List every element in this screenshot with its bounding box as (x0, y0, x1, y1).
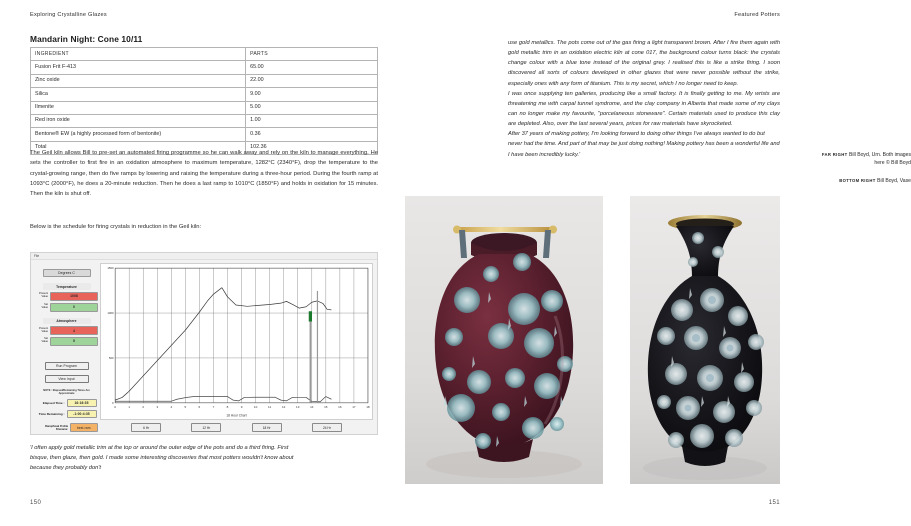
svg-text:1: 1 (128, 404, 131, 410)
table-header-row (31, 48, 378, 61)
photo-vase (630, 196, 780, 484)
cell-ingredient: Silica (31, 88, 246, 101)
time-remaining-row (37, 410, 97, 418)
svg-text:1500: 1500 (107, 266, 114, 271)
range-button-18hr[interactable]: 18 Hr (252, 423, 282, 432)
caption-far-right (819, 152, 911, 168)
svg-text:17: 17 (352, 404, 356, 410)
svg-text:1000: 1000 (107, 311, 114, 316)
svg-text:9: 9 (240, 404, 243, 410)
svg-text:3: 3 (156, 404, 159, 410)
svg-text:12: 12 (281, 404, 286, 410)
urn-illustration (405, 196, 603, 484)
chart-range-buttons (100, 420, 373, 432)
atmosphere-section-label: Atmosphere (43, 318, 91, 324)
profile-filename-label: Ramp/Soak Profile Filename: (45, 424, 69, 431)
left-page-quote (30, 444, 302, 474)
degrees-toggle-button[interactable]: Degrees C (43, 269, 91, 277)
cell-ingredient: Fusion Frit F-413 (31, 61, 246, 74)
cell-parts: 0.36 (246, 128, 378, 141)
atmosphere-present-label: Present Value (39, 326, 48, 333)
svg-text:10: 10 (253, 404, 258, 410)
kiln-app-body (31, 260, 377, 436)
svg-text:13: 13 (296, 404, 300, 410)
temperature-present-value: 1008 (50, 292, 98, 300)
temperature-present-label: Present Value (39, 292, 48, 299)
left-page (0, 0, 405, 526)
temperature-set-label: Set Value (41, 303, 48, 310)
atmosphere-present-value: 4 (50, 326, 98, 334)
running-head-right: Featured Potters (734, 12, 780, 18)
elapsed-time-value: 16:16:35 (67, 399, 97, 407)
kiln-control-panel (35, 263, 98, 432)
recipe-table (30, 47, 378, 155)
paragraph: use gold metallics. The pots come out of the gas firing a light transparent brown. After I fire them again with gold metallic trim in an oxidation electric kiln at cone 017, the background colour turns black: the crystals change colour with a blue tone instead of the original grey. I realised this is like a strike firing. I soon discovered all sorts of colours developed in other glazes that were never possible without the strike, especially ones with any form of titanium. This is my secret, which I no longer need to keep. (508, 40, 780, 87)
svg-text:4: 4 (170, 404, 173, 410)
view-input-button[interactable]: View Input (45, 375, 89, 383)
table-row (31, 74, 378, 87)
chart-x-axis-label: 18 Hour Chart (226, 413, 247, 418)
atmosphere-present-row (35, 326, 98, 334)
svg-text:18: 18 (366, 404, 370, 410)
chart-svg (101, 264, 372, 419)
column-header-parts: PARTS (246, 48, 378, 61)
svg-text:11: 11 (268, 404, 272, 410)
temperature-set-value[interactable]: 0 (50, 303, 98, 311)
paragraph: After 37 years of making pottery, I'm looking forward to doing other things I've always wanted to do but never had the time. And part of that may be just doing nothing! Making pottery has been a wonderful life and I have been incredibly lucky.' (508, 131, 780, 158)
svg-text:8: 8 (226, 404, 229, 410)
range-button-6hr[interactable]: 6 Hr (131, 423, 161, 432)
chart-markers (309, 291, 318, 403)
cell-parts: 9.00 (246, 88, 378, 101)
caption-text: Bill Boyd, Vase (875, 178, 911, 184)
firing-schedule-chart (100, 263, 373, 420)
profile-filename-value[interactable]: best.ram (70, 423, 97, 431)
photo-urn (405, 196, 603, 484)
cell-ingredient: Total (31, 141, 246, 154)
time-remaining-label: Time Remaining : (38, 412, 65, 417)
caption-lead: FAR RIGHT (821, 152, 848, 157)
vase-illustration (630, 196, 780, 484)
table-row (31, 88, 378, 101)
svg-text:15: 15 (324, 404, 328, 410)
chart-tick-labels (107, 266, 370, 409)
svg-text:0: 0 (112, 400, 114, 405)
cell-ingredient: Red iron oxide (31, 114, 246, 127)
profile-filename-row (36, 423, 98, 431)
menu-item-file[interactable]: File (34, 254, 40, 258)
paragraph: The Geil kiln allows Bill to pre-set an automated firing programme so he can walk away and rely on the kiln to manage everything. He sets the controller to first fire in an oxidation atmosphere to maximum temperature, 1282°C (2340°F), drop the temperature to the crystal-growing range, then do five ramps by lowering and raising the temperature during a three-hour period. During the fourth ramp at 1093°C (2000°F), he does a 20-minute reduction. Then he does a last ramp to 1010°C (1850°F) and holds in oxidation for 15 minutes. Then the kiln is shut off. (30, 150, 378, 198)
right-page-quote (508, 38, 780, 160)
cell-parts: 22.00 (246, 74, 378, 87)
temperature-present-row (35, 292, 98, 300)
svg-text:7: 7 (212, 404, 215, 410)
folio-left: 150 (30, 500, 42, 506)
cell-ingredient: Zinc oxide (31, 74, 246, 87)
table-row (31, 101, 378, 114)
cell-ingredient: Bentone® EW (a highly processed form of bentonite) (31, 128, 246, 141)
elapsed-time-label: Elapsed Time : (42, 400, 65, 405)
table-row (31, 128, 378, 141)
recipe-table-body (31, 61, 378, 155)
caption-lead: BOTTOM RIGHT (839, 178, 876, 183)
cell-parts: 1.00 (246, 114, 378, 127)
temperature-set-row (35, 303, 98, 311)
paragraph: Below is the schedule for firing crystals in reduction in the Geil kiln: (30, 224, 202, 230)
svg-text:2: 2 (142, 404, 145, 410)
kiln-chart-panel (98, 263, 373, 432)
temperature-section-label: Temperature (43, 283, 91, 289)
cell-parts: 102.36 (246, 141, 378, 154)
kiln-menu-bar[interactable] (31, 253, 377, 260)
svg-text:14: 14 (310, 404, 314, 410)
paragraph: I was once supplying ten galleries, producing like a small factory. It is finally getting to me. My wrists are threatening me with carpal tunnel syndrome, and the clay company in Alberta that made some of my clays can no longer make my favourite, "porcelaneous stoneware". Certain materials used to produce this clay are depleted. Also, over the last several years, prices for raw materials have skyrocketed. (508, 90, 780, 128)
cell-parts: 65.00 (246, 61, 378, 74)
chart-gridlines (115, 268, 368, 403)
atmosphere-set-label: Set Value (41, 337, 48, 344)
range-button-24hr[interactable]: 24 Hr (312, 423, 342, 432)
running-head-left: Exploring Crystalline Glazes (30, 12, 107, 18)
svg-text:16: 16 (338, 404, 342, 410)
chart-series (115, 288, 331, 402)
time-remaining-value: -1:00:4:35 (67, 410, 97, 418)
kiln-controller-screenshot (30, 252, 378, 435)
left-body-paragraph-1 (30, 148, 378, 207)
svg-text:6: 6 (198, 404, 201, 410)
atmosphere-set-row (35, 337, 98, 345)
svg-text:5: 5 (184, 404, 187, 410)
caption-bottom-right (819, 178, 911, 186)
table-row (31, 61, 378, 74)
table-row (31, 114, 378, 127)
svg-text:0: 0 (114, 404, 117, 410)
cell-ingredient: Ilmenite (31, 101, 246, 114)
elapsed-time-row (37, 399, 97, 407)
approximate-times-note: NOTE : Elapsed/Remaining Times Are Approximate (43, 389, 90, 396)
atmosphere-set-value[interactable]: 5 (50, 337, 98, 345)
run-program-button[interactable]: Run Program (45, 362, 89, 370)
column-header-ingredient: INGREDIENT (31, 48, 246, 61)
range-button-12hr[interactable]: 12 Hr (191, 423, 221, 432)
cell-parts: 5.00 (246, 101, 378, 114)
caption-text: Bill Boyd, Urn. Both images here © Bill Boyd (847, 152, 911, 166)
quote-text: 'I often apply gold metallic trim at the top or around the outer edge of the pots and do a third firing. First bisque, then glaze, then gold. I made some interesting discoveries that most potters wouldn't know about because they probably don't (30, 445, 294, 471)
recipe-title: Mandarin Night: Cone 10/11 (30, 34, 143, 44)
left-body-paragraph-2 (30, 222, 378, 239)
svg-text:500: 500 (108, 355, 114, 360)
folio-right: 151 (768, 500, 780, 506)
